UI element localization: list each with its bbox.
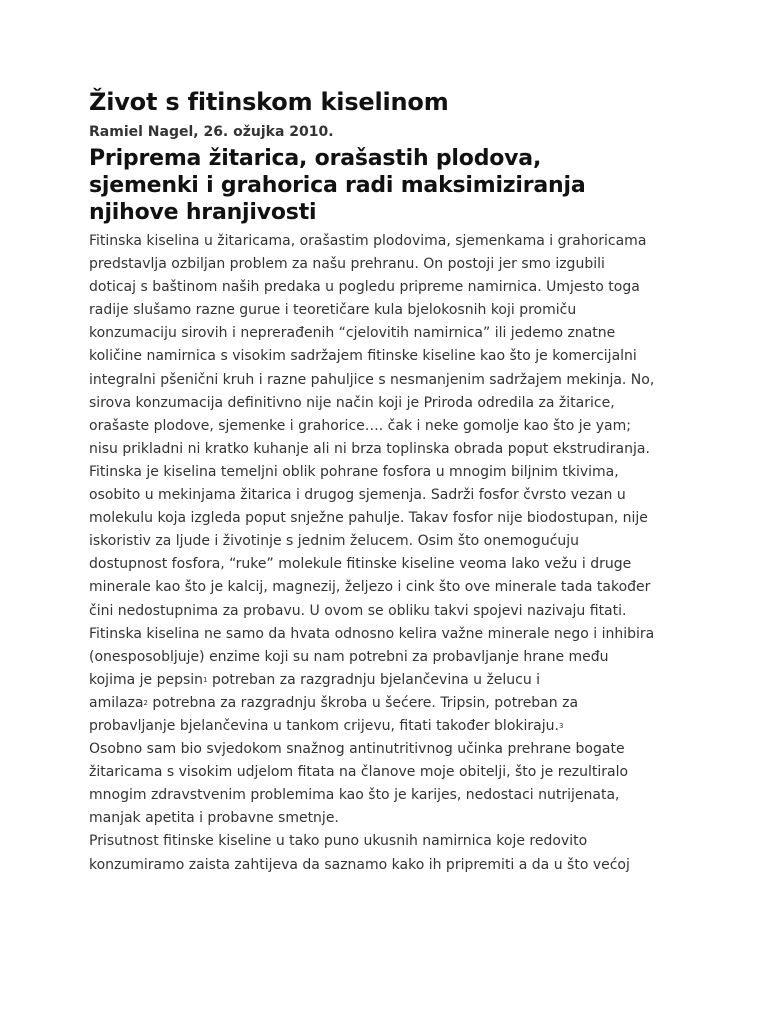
body-line: Fitinska kiselina u žitaricama, orašastim plodovima, sjemenkama i grahoricama (89, 233, 647, 249)
body-line: minerale kao što je kalcij, magnezij, željezo i cink što ove minerale tada također (89, 579, 651, 596)
body-line: sirova konzumacija definitivno nije način koji je Priroda odredila za žitarice, (89, 394, 615, 411)
body-line: žitaricama s visokim udjelom fitata na članove moje obitelji, što je rezultiralo (89, 764, 629, 781)
body-line: Fitinska je kiselina temeljni oblik pohrane fosfora u mnogim biljnim tkivima, (89, 463, 619, 480)
body-line: radije slušamo razne gurue i teoretičare kula bjelokosnih koji promiču (89, 302, 577, 319)
body-line: molekulu koja izgleda poput snježne pahulje. Takav fosfor nije biodostupan, nije (89, 510, 648, 527)
body-line: (onesposobljuje) enzime koji su nam potrebni za probavljanje hrane među (89, 648, 609, 665)
body-line-with-footnote (89, 692, 689, 715)
body-text: potrebna za razgradnju škroba u šećere. Tripsin, potreban za (147, 694, 579, 711)
body-line: Prisutnost fitinske kiseline u tako puno ukusnih namirnica koje redovito (89, 833, 588, 850)
article-subtitle (89, 145, 689, 226)
body-line: Osobno sam bio svjedokom snažnog antinutritivnog učinka prehrane bogate (89, 741, 625, 758)
body-line: orašaste plodove, sjemenke i grahorice…. čak i neke gomolje kao što je yam; (89, 417, 631, 434)
document-page (89, 86, 689, 877)
body-line: količine namirnica s visokim sadržajem fitinske kiseline kao što je komercijalni (89, 348, 637, 365)
body-line: osobito u mekinjama žitarica i drugog sjemenja. Sadrži fosfor čvrsto vezan u (89, 487, 626, 504)
body-text: kojima je pepsin (89, 671, 204, 688)
subtitle-line: sjemenki i grahorica radi maksimiziranja (89, 173, 586, 198)
article-body (89, 230, 689, 877)
article-title: Život s fitinskom kiselinom (89, 88, 449, 116)
body-line: iskoristiv za ljude i životinje s jednim želucem. Osim što onemogućuju (89, 533, 580, 550)
footnote-marker: 2 (143, 698, 148, 707)
footnote-marker: 1 (203, 675, 208, 684)
body-line: doticaj s baštinom naših predaka u pogledu pripreme namirnica. Umjesto toga (89, 279, 640, 296)
article-byline: Ramiel Nagel, 26. ožujka 2010. (89, 124, 334, 140)
body-line: čini nedostupnima za probavu. U ovom se obliku takvi spojevi nazivaju fitati. (89, 602, 627, 619)
body-line-with-footnote (89, 669, 689, 692)
body-line: predstavlja ozbiljan problem za našu prehranu. On postoji jer smo izgubili (89, 256, 605, 273)
body-line: konzumaciju sirovih i neprerađenih “cjelovitih namirnica” ili jedemo znatne (89, 325, 616, 342)
body-text: probavljanje bjelančevina u tankom crijevu, fitati također blokiraju. (89, 717, 559, 734)
body-line: nisu prikladni ni kratko kuhanje ali ni brza toplinska obrada poput ekstrudiranja. (89, 440, 650, 457)
body-line: mnogim zdravstvenim problemima kao što je karijes, nedostaci nutrijenata, (89, 787, 620, 804)
subtitle-line: njihove hranjivosti (89, 200, 317, 225)
body-text: potreban za razgradnju bjelančevina u želucu i (207, 671, 541, 688)
body-line: manjak apetita i probavne smetnje. (89, 810, 339, 827)
body-line: konzumiramo zaista zahtijeva da saznamo kako ih pripremiti a da u što većoj (89, 856, 630, 873)
footnote-marker: 3 (558, 721, 564, 730)
body-line: Fitinska kiselina ne samo da hvata odnosno kelira važne minerale nego i inhibira (89, 625, 655, 642)
body-line: dostupnost fosfora, “ruke” molekule fitinske kiseline veoma lako vežu i druge (89, 556, 632, 573)
subtitle-line: Priprema žitarica, orašastih plodova, (89, 146, 542, 171)
body-line-with-footnote (89, 715, 689, 738)
body-line: integralni pšenični kruh i razne pahuljice s nesmanjenim sadržajem mekinja. No, (89, 371, 655, 388)
body-text: amilaza (89, 694, 144, 711)
